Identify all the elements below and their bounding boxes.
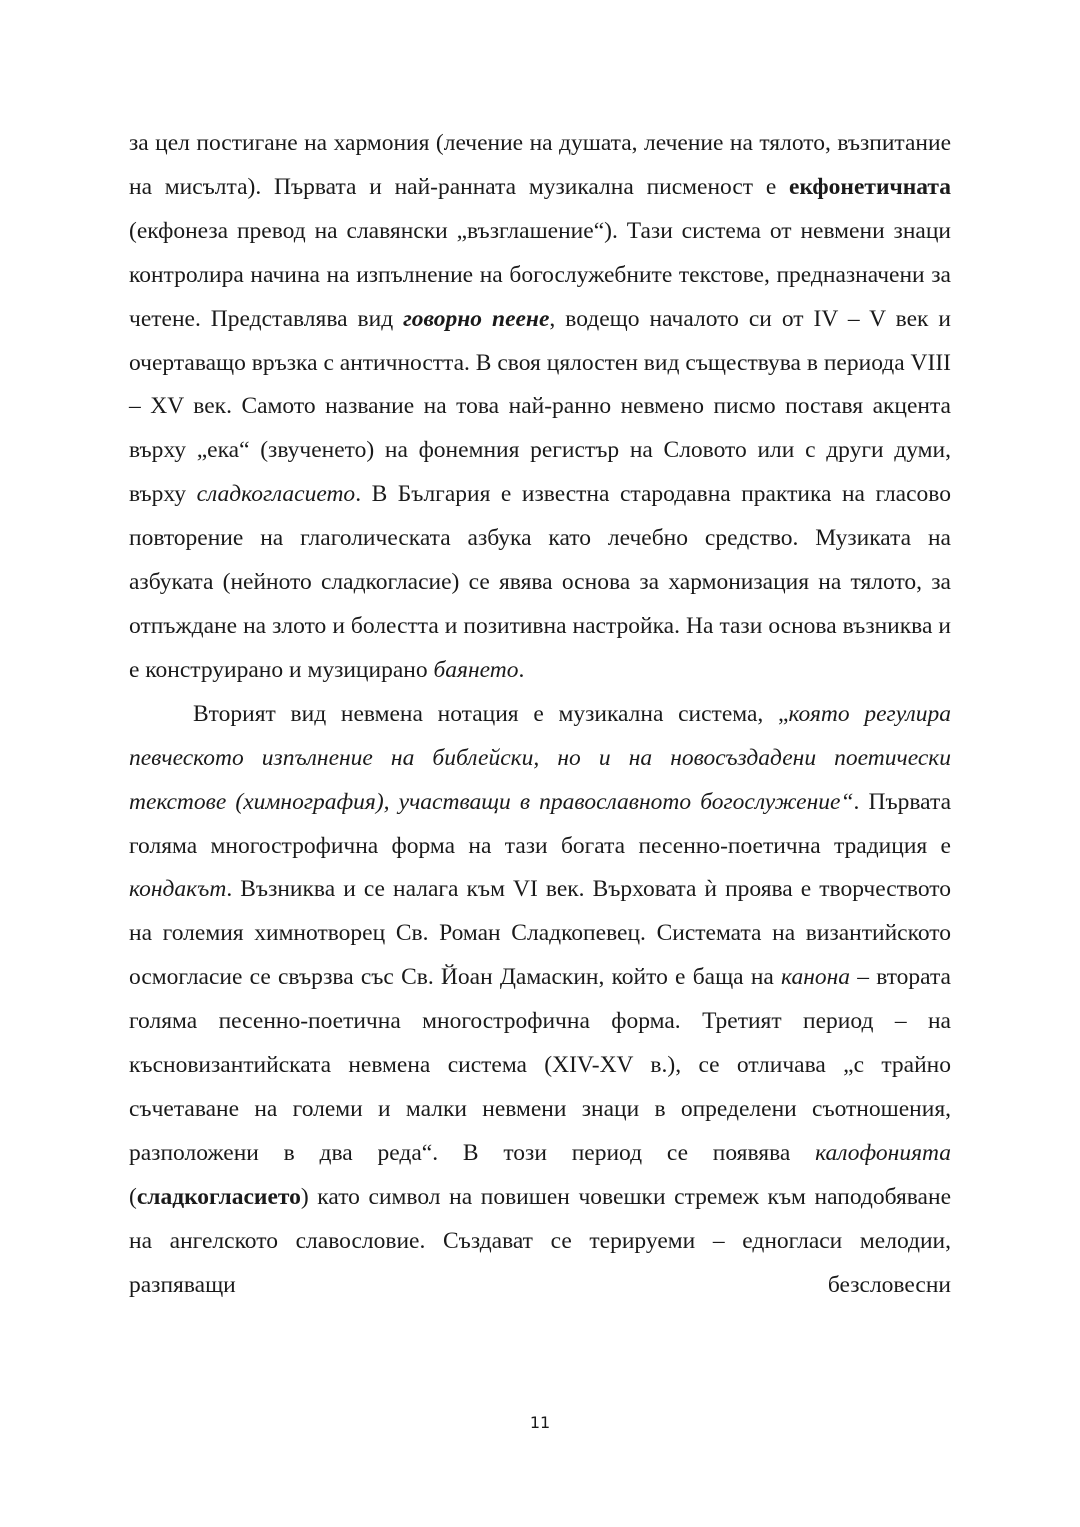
page-number: 11 — [529, 1413, 551, 1432]
paragraph-2-text-6: ) като символ на повишен човешки стремеж към наподобяване на ангелското славословие. Създават се терируеми – едногласи мелодии, разпяващи безсловесни — [129, 1183, 951, 1298]
term-kalofoniyata: калофонията — [815, 1139, 951, 1166]
paragraph-2 — [129, 693, 951, 1308]
term-ekfonetichnata: екфонетичната — [789, 173, 951, 200]
paragraph-2-text-3: . Възниква и се налага към VI век. Върховата ѝ проява е творчеството на големия химнотворец Св. Роман Сладкопевец. Системата на византийското осмогласие се свързва със Св. Йоан Дамаскин, който е баща на — [129, 876, 951, 991]
term-kanona: канона — [781, 964, 851, 991]
term-sladkoglasieto-bold: сладкогласието — [136, 1183, 301, 1210]
paragraph-1-text-2: (екфонеза превод на славянски „възглашение“). Тази система от невмени знаци контролира начина на изпълнение на богослужебните текстове, предназначени за четене. Представлява вид — [129, 217, 951, 332]
document-body — [129, 122, 951, 1307]
term-sladkoglasieto: сладкогласието — [196, 481, 356, 508]
paragraph-1-text-1: за цел постигане на хармония (лечение на душата, лечение на тялото, възпитание на мисълта). Първата и най-ранната музикална писменост е — [129, 130, 951, 200]
paragraph-1-text-4: . В България е известна стародавна практика на гласово повторение на глаголическата азбука като лечебно средство. Музиката на азбуката (нейното сладкогласие) се явява основа за хармонизация на тялото, за отпъждане на злото и болестта и позитивна настройка. На тази основа възниква и е конструирано и музицирано — [129, 481, 951, 683]
paragraph-2-text-2: . Първата голяма многострофична форма на тази богата песенно-поетична традиция е — [129, 788, 951, 859]
term-bayaneto: баянето — [433, 656, 519, 683]
paragraph-2-text-5: ( — [129, 1183, 137, 1210]
term-kondakat: кондакът — [129, 876, 227, 903]
paragraph-2-text-1: Вторият вид невмена нотация е музикална система, „ — [193, 700, 789, 727]
term-govorno-peene: говорно пеене — [403, 305, 550, 332]
paragraph-2-text-4: – втората голяма песенно-поетична многострофична форма. Третият период – на късновизантийската невмена система (XIV-XV в.), се отличава „с трайно съчетаване на големи и малки невмени знаци в определени съотношения, разположени в два реда“. В този период се появява — [129, 964, 951, 1166]
paragraph-1-text-3: , водещо началото си от IV – V век и очертаващо връзка с античността. В своя цялостен вид съществува в периода VIII – XV век. Самото название на това най-ранно невмено писмо поставя акцента върху „ека“ (звученето) на фонемния регистър на Словото или с други думи, върху — [129, 305, 951, 508]
paragraph-1 — [129, 122, 951, 693]
paragraph-1-text-5: . — [518, 656, 525, 683]
quote-regulira: която регулира певческото изпълнение на библейски, но и на новосъздадени поетически текстове (химнография), участващи в православното богослужение“ — [129, 700, 951, 815]
